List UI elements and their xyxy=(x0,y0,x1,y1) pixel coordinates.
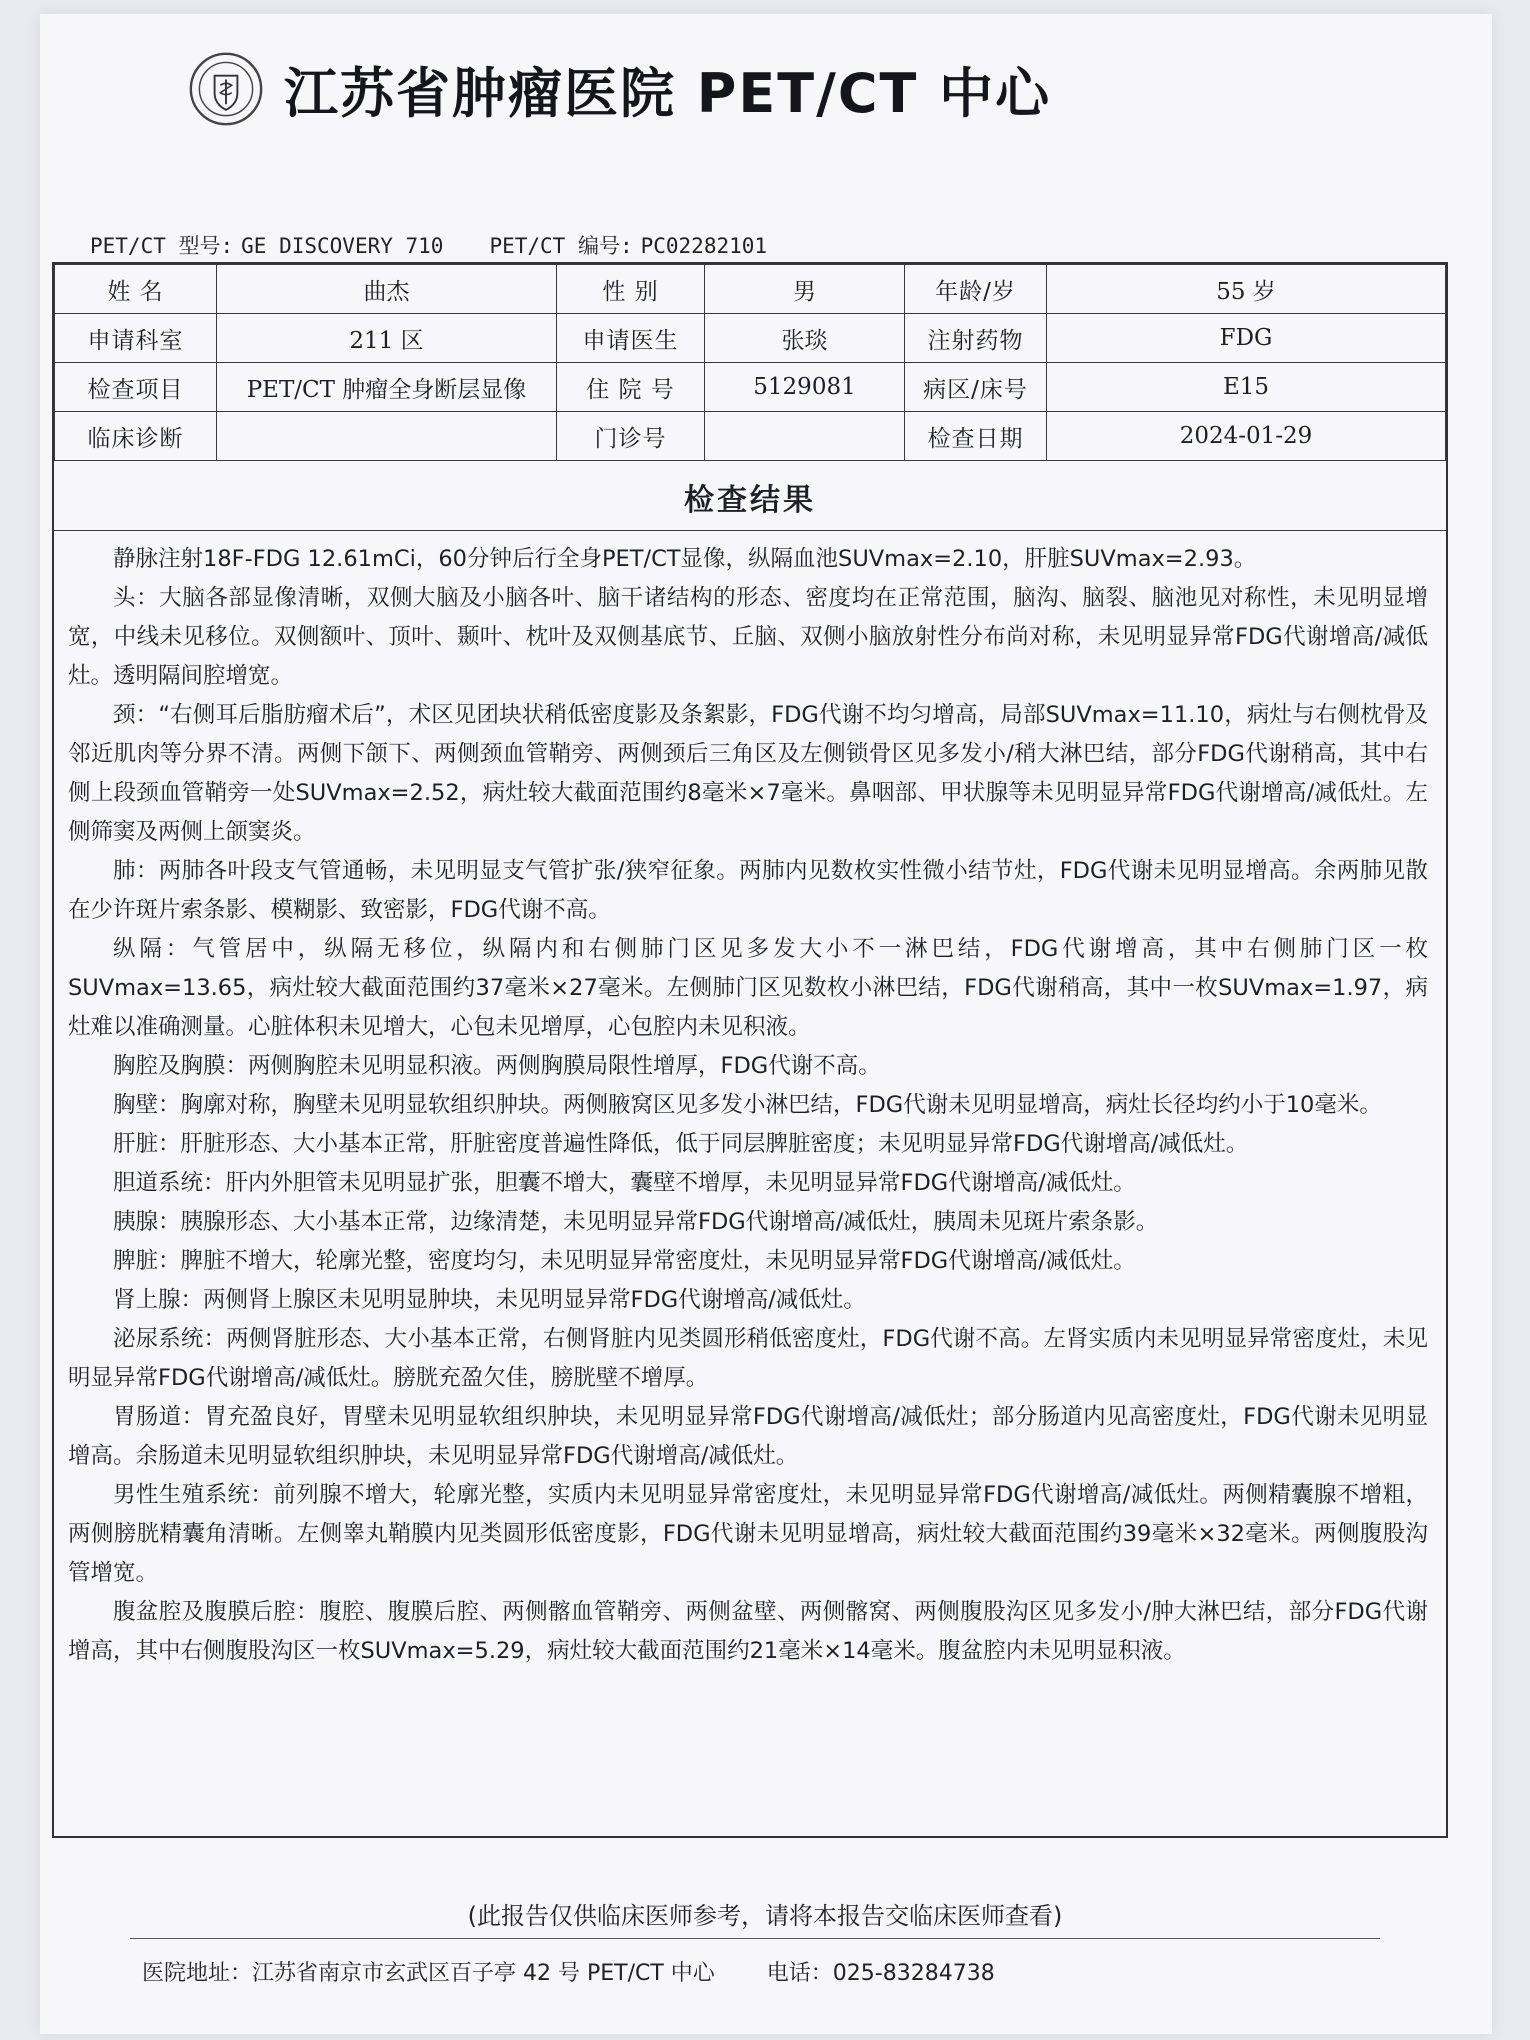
info-row xyxy=(55,363,1446,412)
finding-paragraph: 男性生殖系统：前列腺不增大，轮廓光整，实质内未见明显异常密度灶，未见明显异常FDG代谢增高/减低灶。两侧精囊腺不增粗，两侧膀胱精囊角清晰。左侧睾丸鞘膜内见类圆形低密度影，FDG代谢未见明显增高，病灶较大截面范围约39毫米×32毫米。两侧腹股沟管增宽。 xyxy=(68,1482,1428,1586)
finding-paragraph: 胆道系统：肝内外胆管未见明显扩张，胆囊不增大，囊壁不增厚，未见明显异常FDG代谢增高/减低灶。 xyxy=(113,1170,1136,1196)
disclaimer-note: (此报告仅供临床医师参考，请将本报告交临床医师查看) xyxy=(467,1902,1063,1930)
inpatient-label: 住 院 号 xyxy=(557,363,705,412)
model-label: PET/CT 型号: xyxy=(90,234,234,258)
name-value: 曲杰 xyxy=(217,265,557,314)
outpatient-value xyxy=(705,412,905,461)
finding-paragraph: 脾脏：脾脏不增大，轮廓光整，密度均匀，未见明显异常密度灶，未见明显异常FDG代谢增高/减低灶。 xyxy=(113,1248,1136,1274)
exam-label: 检查项目 xyxy=(55,363,217,412)
drug-value: FDG xyxy=(1047,314,1446,363)
finding-paragraph: 静脉注射18F-FDG 12.61mCi，60分钟后行全身PET/CT显像，纵隔血池SUVmax=2.10，肝脏SUVmax=2.93。 xyxy=(113,546,1257,572)
gender-value: 男 xyxy=(705,265,905,314)
date-label: 检查日期 xyxy=(905,412,1047,461)
exam-value: PET/CT 肿瘤全身断层显像 xyxy=(217,363,557,412)
finding-paragraph: 胸腔及胸膜：两侧胸腔未见明显积液。两侧胸膜局限性增厚，FDG代谢不高。 xyxy=(113,1053,881,1079)
info-row xyxy=(55,314,1446,363)
inpatient-value: 5129081 xyxy=(705,363,905,412)
age-value: 55 岁 xyxy=(1047,265,1446,314)
ward-label: 病区/床号 xyxy=(905,363,1047,412)
info-row xyxy=(55,412,1446,461)
device-line xyxy=(90,230,775,260)
diagnosis-label: 临床诊断 xyxy=(55,412,217,461)
outpatient-label: 门诊号 xyxy=(557,412,705,461)
drug-label: 注射药物 xyxy=(905,314,1047,363)
report-frame xyxy=(52,262,1448,1838)
model-value: GE DISCOVERY 710 xyxy=(241,234,444,258)
finding-paragraph: 肺：两肺各叶段支气管通畅，未见明显支气管扩张/狭窄征象。两肺内见数枚实性微小结节灶，FDG代谢未见明显增高。余两肺见散在少许斑片索条影、模糊影、致密影，FDG代谢不高。 xyxy=(68,858,1428,923)
finding-paragraph: 肝脏：肝脏形态、大小基本正常，肝脏密度普遍性降低，低于同层脾脏密度；未见明显异常FDG代谢增高/减低灶。 xyxy=(113,1131,1249,1157)
date-value: 2024-01-29 xyxy=(1047,412,1446,461)
doctor-value: 张琰 xyxy=(705,314,905,363)
finding-paragraph: 头：大脑各部显像清晰，双侧大脑及小脑各叶、脑干诸结构的形态、密度均在正常范围，脑沟、脑裂、脑池见对称性，未见明显增宽，中线未见移位。双侧额叶、顶叶、颞叶、枕叶及双侧基底节、丘脑、双侧小脑放射性分布尚对称，未见明显异常FDG代谢增高/减低灶。透明隔间腔增宽。 xyxy=(68,585,1428,689)
finding-paragraph: 腹盆腔及腹膜后腔：腹腔、腹膜后腔、两侧髂血管鞘旁、两侧盆壁、两侧髂窝、两侧腹股沟区见多发小/肿大淋巴结，部分FDG代谢增高，其中右侧腹股沟区一枚SUVmax=5.29，病灶较大截面范围约21毫米×14毫米。腹盆腔内未见明显积液。 xyxy=(68,1599,1428,1664)
hospital-address: 医院地址：江苏省南京市玄武区百子亭 42 号 PET/CT 中心 xyxy=(142,1961,715,1986)
info-row xyxy=(55,265,1446,314)
hospital-phone: 电话：025-83284738 xyxy=(766,1961,995,1986)
gender-label: 性 别 xyxy=(557,265,705,314)
footer-contact xyxy=(142,1956,995,1987)
hospital-title: 江苏省肿瘤医院 PET/CT 中心 xyxy=(284,61,1052,125)
footer-divider xyxy=(130,1938,1380,1939)
dept-label: 申请科室 xyxy=(55,314,217,363)
patient-info-table xyxy=(54,264,1446,461)
finding-paragraph: 泌尿系统：两侧肾脏形态、大小基本正常，右侧肾脏内见类圆形稍低密度灶，FDG代谢不高。左肾实质内未见明显异常密度灶，未见明显异常FDG代谢增高/减低灶。膀胱充盈欠佳，膀胱壁不增厚。 xyxy=(68,1326,1428,1391)
finding-paragraph: 胰腺：胰腺形态、大小基本正常，边缘清楚，未见明显异常FDG代谢增高/减低灶，胰周未见斑片索条影。 xyxy=(113,1209,1159,1235)
dept-value: 211 区 xyxy=(217,314,557,363)
finding-paragraph: 胃肠道：胃充盈良好，胃壁未见明显软组织肿块，未见明显异常FDG代谢增高/减低灶；部分肠道内见高密度灶，FDG代谢未见明显增高。余肠道未见明显软组织肿块，未见明显异常FDG代谢增高/减低灶。 xyxy=(68,1404,1428,1469)
age-label: 年龄/岁 xyxy=(905,265,1047,314)
finding-paragraph: 肾上腺：两侧肾上腺区未见明显肿块，未见明显异常FDG代谢增高/减低灶。 xyxy=(113,1287,866,1313)
finding-paragraph: 颈：“右侧耳后脂肪瘤术后”，术区见团块状稍低密度影及条絮影，FDG代谢不均匀增高，局部SUVmax=11.10，病灶与右侧枕骨及邻近肌肉等分界不清。两侧下颌下、两侧颈血管鞘旁、两侧颈后三角区及左侧锁骨区见多发小/稍大淋巴结，部分FDG代谢稍高，其中右侧上段颈血管鞘旁一处SUVmax=2.52，病灶较大截面范围约8毫米×7毫米。鼻咽部、甲状腺等未见明显异常FDG代谢增高/减低灶。左侧筛窦及两侧上颌窦炎。 xyxy=(68,702,1428,845)
report-header xyxy=(188,44,1051,134)
doctor-label: 申请医生 xyxy=(557,314,705,363)
serial-value: PC02282101 xyxy=(640,234,768,258)
serial-label: PET/CT 编号: xyxy=(489,234,633,258)
finding-paragraph: 胸壁：胸廓对称，胸壁未见明显软组织肿块。两侧腋窝区见多发小淋巴结，FDG代谢未见明显增高，病灶长径均约小于10毫米。 xyxy=(113,1092,1382,1118)
name-label: 姓 名 xyxy=(55,265,217,314)
findings-body xyxy=(68,540,1428,1671)
finding-paragraph: 纵隔：气管居中，纵隔无移位，纵隔内和右侧肺门区见多发大小不一淋巴结，FDG代谢增高，其中右侧肺门区一枚SUVmax=13.65，病灶较大截面范围约37毫米×27毫米。左侧肺门区见数枚小淋巴结，FDG代谢稍高，其中一枚SUVmax=1.97，病灶难以准确测量。心脏体积未见增大，心包未见增厚，心包腔内未见积液。 xyxy=(68,936,1428,1040)
ward-value: E15 xyxy=(1047,363,1446,412)
results-title: 检查结果 xyxy=(54,472,1446,531)
hospital-logo-icon xyxy=(188,51,264,127)
diagnosis-value xyxy=(217,412,557,461)
